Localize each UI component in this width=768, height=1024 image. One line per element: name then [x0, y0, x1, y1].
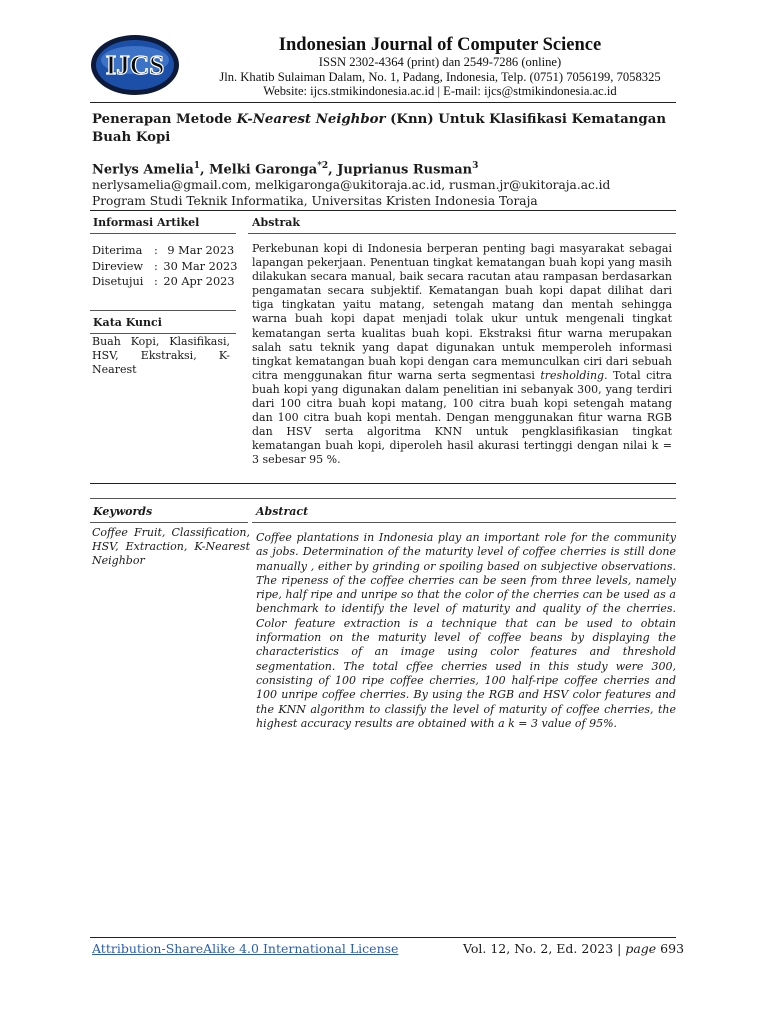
kata-kunci-text: Buah Kopi, Klasifikasi, HSV, Ekstraksi, K-Nearest [92, 335, 230, 376]
volume-page: Vol. 12, No. 2, Ed. 2023 | page 693 [463, 941, 685, 956]
abstrak-heading: Abstrak [252, 216, 301, 229]
info-heading: Informasi Artikel [93, 216, 200, 229]
affiliation: Program Studi Teknik Informatika, Universitas Kristen Indonesia Toraja [92, 194, 538, 208]
paper-title: Penerapan Metode K-Nearest Neighbor (Knn) Untuk Klasifikasi Kematangan Buah Kopi [92, 112, 667, 145]
address-line: Jln. Khatib Sulaiman Dalam, No. 1, Padang, Indonesia, Telp. (0751) 7056199, 7058325 [219, 70, 661, 84]
abstrak-text: Perkebunan kopi di Indonesia berperan penting bagi masyarakat sebagai lapangan pekerjaan. Penentuan tingkat kematangan buah kopi yang masih dilakukan secara manual, baik secara racutan atau rampasan berdasarkan pengamatan secara subjektif. Kematangan buah kopi dapat dilihat dari tiga tingkatan yaitu matang, setengah matang dan mentah sehingga warna buah kopi dapat menjadi tolak ukur untuk mengenali tingkat kematangan serta kualitas buah kopi. Ekstraksi fitur warna merupakan salah satu teknik yang dapat digunakan untuk memperoleh informasi tingkat kematangan buah kopi dengan cara memunculkan ciri dari sebuah citra menggunakan fitur warna serta segmentasi tresholding. Total citra buah kopi yang digunakan dalam penelitian ini sebanyak 300, yang terdiri dari 100 citra buah kopi matang, 100 citra buah kopi setengah matang dan 100 citra buah kopi mentah. Dengan menggunakan fitur warna RGB dan HSV serta algoritma KNN untuk pengklasifikasian tingkat kematangan buah kopi, diperoleh hasil akurasi tertinggi dengan nilai k = 3 sebesar 95 %. [252, 242, 672, 467]
keywords-heading: Keywords [93, 505, 153, 518]
journal-title: Indonesian Journal of Computer Science [278, 35, 602, 55]
keywords-text: Coffee Fruit, Classification, HSV, Extraction, K-Nearest Neighbor [92, 526, 250, 567]
author-name: Juprianus Rusman [337, 162, 473, 178]
author-list: Nerlys Amelia$^1$, Melki Garonga$^{*2}$, Juprianus Rusman$^3$ [92, 161, 479, 178]
author-name: Melki Garonga [209, 162, 318, 178]
journal-logo [90, 33, 180, 96]
author-emails: nerlysamelia@gmail.com, melkigaronga@ukitoraja.ac.id, rusman.jr@ukitoraja.ac.id [92, 178, 611, 192]
logo-text: IJCS [105, 50, 165, 80]
issn-line: ISSN 2302-4364 (print) dan 2549-7286 (online) [318, 55, 562, 69]
kata-kunci-heading: Kata Kunci [93, 316, 162, 329]
author-name: Nerlys Amelia [92, 162, 194, 178]
website-line: Website: ijcs.stmikindonesia.ac.id | E-mail: ijcs@stmikindonesia.ac.id [263, 84, 617, 98]
license-link[interactable]: Attribution-ShareAlike 4.0 International License [92, 941, 399, 956]
abstract-text: Coffee plantations in Indonesia play an important role for the community as jobs. Determination of the maturity level of coffee cherries is still done manually , either by grinding or spoiling based on subjective observations. The ripeness of the coffee cherries can be seen from three levels, namely ripe, half ripe and unripe so that the color of the cherries can be used as a benchmark to identify the level of maturity and quality of the cherries. Color feature extraction is a technique that can be used to obtain information on the maturity level of coffee beans by displaying the characteristics of an image using color features and threshold segmentation. The total cffee cherries used in this study were 300, consisting of 100 ripe coffee cherries, 100 half-ripe coffee cherries and 100 unripe coffee cherries. By using the RGB and HSV color features and the KNN algorithm to classify the level of maturity of coffee cherries, the highest accuracy results are obtained with a k = 3 value of 95%. [256, 531, 676, 730]
article-dates: Diterima : 9 Mar 2023 Direview : 30 Mar 2023 Disetujui : 20 Apr 2023 [92, 244, 238, 288]
abstract-heading: Abstract [256, 505, 309, 518]
